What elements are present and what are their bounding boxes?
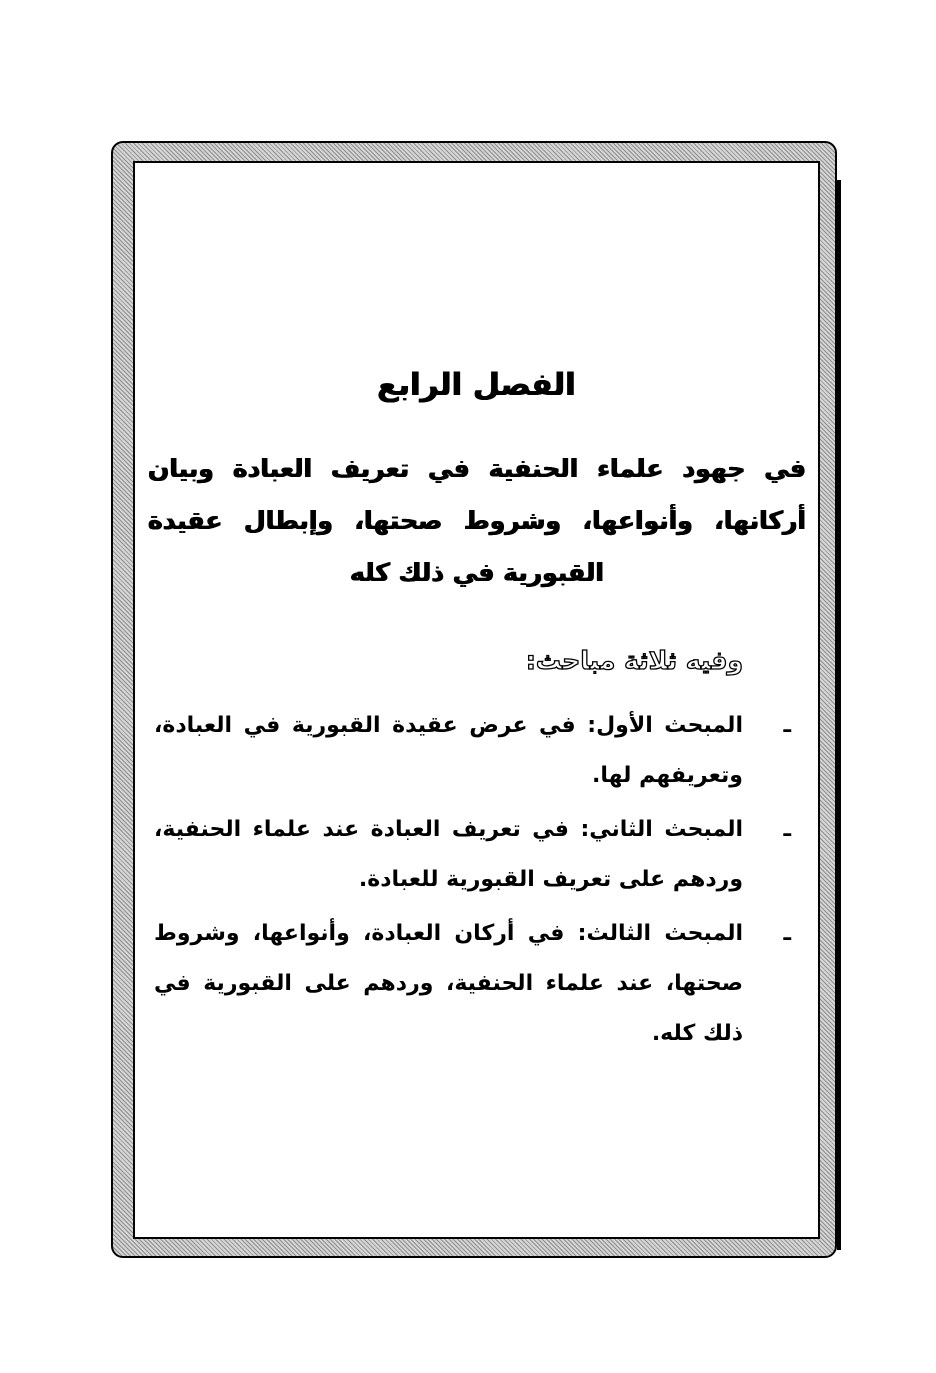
section-bullet: ـ: [783, 921, 791, 946]
frame-shadow-edge: [837, 180, 841, 1250]
section-item-1: [140, 701, 813, 801]
chapter-subject: في جهود علماء الحنفية في تعريف العبادة وبيان أركانها، وأنواعها، وشروط صحتها، وإبطال عقيدة القبورية في ذلك كله: [148, 454, 806, 587]
sections-intro: وفيه ثلاثة مباحث:: [525, 646, 743, 675]
section-item-2: [140, 805, 813, 905]
section-text: المبحث الثاني: في تعريف العبادة عند علماء الحنفية، وردهم على تعريف القبورية للعبادة.: [154, 817, 743, 892]
section-bullet: ـ: [783, 817, 791, 842]
chapter-title: الفصل الرابع: [377, 367, 576, 403]
sections-list: [140, 701, 813, 1059]
chapter-content: [140, 365, 813, 1063]
section-text: المبحث الأول: في عرض عقيدة القبورية في العبادة، وتعريفهم لها.: [154, 713, 743, 788]
section-text: المبحث الثالث: في أركان العبادة، وأنواعها، وشروط صحتها، عند علماء الحنفية، وردهم على القبورية في ذلك كله.: [154, 921, 743, 1046]
section-item-3: [140, 909, 813, 1059]
section-bullet: ـ: [783, 713, 791, 738]
